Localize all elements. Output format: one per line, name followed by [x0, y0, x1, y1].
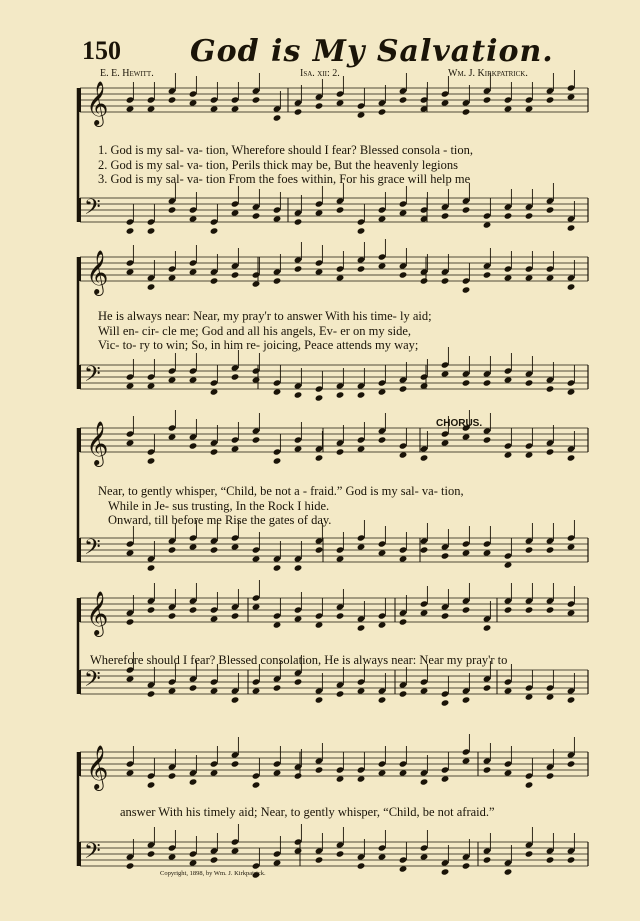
- lyric-line: 1. God is my sal- va- tion, Wherefore should I fear? Blessed consola - tion,: [98, 143, 474, 157]
- note-head: [525, 781, 534, 788]
- note-head: [462, 606, 471, 613]
- note-head: [483, 624, 492, 631]
- clef-symbol: 𝄢: [84, 839, 101, 869]
- note-head: [315, 209, 324, 216]
- note-head: [210, 615, 219, 622]
- note-head: [210, 105, 219, 112]
- note-head: [483, 856, 492, 863]
- note-head: [231, 271, 240, 278]
- note-head: [462, 433, 471, 440]
- note-head: [126, 862, 135, 869]
- note-head: [420, 853, 429, 860]
- clef-symbol: 𝄞: [86, 250, 109, 294]
- note-head: [378, 388, 387, 395]
- note-head: [378, 108, 387, 115]
- lyric-line: Wherefore should I fear? Blessed consolation, He is always near: Near my pray'r to: [90, 653, 508, 667]
- note-head: [399, 769, 408, 776]
- note-head: [126, 769, 135, 776]
- note-head: [399, 451, 408, 458]
- note-head: [546, 856, 555, 863]
- note-head: [126, 105, 135, 112]
- note-head: [336, 391, 345, 398]
- note-head: [504, 212, 513, 219]
- note-head: [126, 618, 135, 625]
- note-head: [441, 775, 450, 782]
- note-head: [462, 549, 471, 556]
- note-head: [462, 862, 471, 869]
- note-head: [147, 382, 156, 389]
- note-head: [315, 546, 324, 553]
- note-head: [168, 853, 177, 860]
- note-head: [420, 687, 429, 694]
- note-head: [420, 382, 429, 389]
- note-head: [231, 543, 240, 550]
- note-head: [336, 206, 345, 213]
- clef-symbol: 𝄢: [84, 535, 101, 565]
- note-head: [567, 388, 576, 395]
- clef-symbol: 𝄞: [86, 81, 109, 125]
- note-head: [378, 696, 387, 703]
- note-head: [567, 760, 576, 767]
- note-head: [147, 457, 156, 464]
- note-head: [189, 268, 198, 275]
- note-head: [420, 546, 429, 553]
- note-head: [525, 451, 534, 458]
- composer-credit: Wm. J. Kirkpatrick.: [448, 68, 528, 79]
- note-head: [315, 696, 324, 703]
- note-head: [315, 394, 324, 401]
- note-head: [504, 606, 513, 613]
- note-head: [378, 549, 387, 556]
- note-head: [210, 687, 219, 694]
- note-head: [483, 549, 492, 556]
- note-head: [252, 436, 261, 443]
- note-head: [567, 609, 576, 616]
- note-head: [231, 612, 240, 619]
- note-head: [420, 609, 429, 616]
- note-head: [357, 445, 366, 452]
- note-head: [504, 769, 513, 776]
- note-head: [546, 546, 555, 553]
- note-head: [294, 265, 303, 272]
- note-head: [357, 687, 366, 694]
- note-head: [399, 96, 408, 103]
- note-head: [504, 274, 513, 281]
- note-head: [273, 684, 282, 691]
- note-head: [252, 603, 261, 610]
- note-head: [399, 618, 408, 625]
- clef-symbol: 𝄞: [86, 421, 109, 465]
- note-head: [441, 439, 450, 446]
- note-head: [189, 376, 198, 383]
- note-head: [399, 385, 408, 392]
- note-head: [126, 227, 135, 234]
- note-head: [294, 108, 303, 115]
- note-head: [399, 271, 408, 278]
- note-head: [378, 262, 387, 269]
- note-head: [147, 781, 156, 788]
- note-head: [126, 382, 135, 389]
- note-head: [462, 108, 471, 115]
- note-head: [126, 268, 135, 275]
- note-head: [252, 781, 261, 788]
- note-head: [441, 699, 450, 706]
- note-head: [546, 385, 555, 392]
- note-head: [273, 457, 282, 464]
- note-head: [546, 448, 555, 455]
- note-head: [357, 111, 366, 118]
- note-head: [252, 376, 261, 383]
- note-head: [504, 868, 513, 875]
- note-head: [483, 766, 492, 773]
- note-head: [168, 206, 177, 213]
- hymn-title: God is My Salvation.: [190, 34, 554, 69]
- note-head: [147, 606, 156, 613]
- lyricist-credit: E. E. Hewitt.: [100, 68, 154, 79]
- note-head: [546, 606, 555, 613]
- note-head: [567, 93, 576, 100]
- clef-symbol: 𝄞: [86, 591, 109, 635]
- note-head: [252, 555, 261, 562]
- note-head: [189, 442, 198, 449]
- note-head: [252, 212, 261, 219]
- chorus-label: CHORUS.: [436, 418, 483, 429]
- note-head: [420, 454, 429, 461]
- note-head: [462, 286, 471, 293]
- note-head: [441, 552, 450, 559]
- note-head: [378, 769, 387, 776]
- note-head: [231, 760, 240, 767]
- note-head: [546, 693, 555, 700]
- note-head: [441, 370, 450, 377]
- note-head: [441, 612, 450, 619]
- note-head: [231, 696, 240, 703]
- note-head: [567, 543, 576, 550]
- note-head: [399, 865, 408, 872]
- note-head: [525, 546, 534, 553]
- note-head: [189, 684, 198, 691]
- note-head: [378, 436, 387, 443]
- note-head: [147, 283, 156, 290]
- note-head: [210, 227, 219, 234]
- note-head: [168, 612, 177, 619]
- note-head: [336, 555, 345, 562]
- note-head: [357, 391, 366, 398]
- note-head: [315, 766, 324, 773]
- note-head: [273, 114, 282, 121]
- note-head: [567, 454, 576, 461]
- note-head: [189, 606, 198, 613]
- note-head: [147, 227, 156, 234]
- note-head: [231, 445, 240, 452]
- lyric-line: Vic- to- ry to win; So, in him re- joicing, Peace attends my way;: [98, 338, 419, 352]
- note-head: [441, 277, 450, 284]
- note-head: [273, 859, 282, 866]
- note-head: [147, 690, 156, 697]
- note-head: [126, 675, 135, 682]
- note-head: [567, 224, 576, 231]
- note-head: [294, 445, 303, 452]
- note-head: [210, 277, 219, 284]
- note-head: [420, 778, 429, 785]
- lyric-line: He is always near: Near, my pray'r to answer With his time- ly aid;: [98, 309, 432, 323]
- note-head: [273, 564, 282, 571]
- note-head: [189, 543, 198, 550]
- note-head: [294, 678, 303, 685]
- note-head: [189, 778, 198, 785]
- note-head: [357, 265, 366, 272]
- note-head: [357, 227, 366, 234]
- lyric-line: 3. God is my sal- va- tion From the foes within, For his grace will help me: [98, 172, 471, 186]
- note-head: [525, 693, 534, 700]
- note-head: [336, 274, 345, 281]
- note-head: [231, 373, 240, 380]
- lyric-line: Near, to gently whisper, “Child, be not a - fraid.” God is my sal- va- tion,: [98, 484, 464, 498]
- note-head: [504, 687, 513, 694]
- note-head: [147, 105, 156, 112]
- note-head: [483, 379, 492, 386]
- note-head: [483, 684, 492, 691]
- note-head: [294, 847, 303, 854]
- note-head: [504, 376, 513, 383]
- note-head: [462, 696, 471, 703]
- note-head: [378, 853, 387, 860]
- note-head: [210, 546, 219, 553]
- note-head: [336, 850, 345, 857]
- note-head: [504, 105, 513, 112]
- note-head: [315, 856, 324, 863]
- note-head: [483, 96, 492, 103]
- note-head: [273, 388, 282, 395]
- note-head: [525, 850, 534, 857]
- lyric-line: answer With his timely aid; Near, to gently whisper, “Child, be not afraid.”: [120, 805, 495, 819]
- note-head: [168, 546, 177, 553]
- note-head: [483, 271, 492, 278]
- note-head: [273, 215, 282, 222]
- note-head: [336, 775, 345, 782]
- note-head: [441, 99, 450, 106]
- note-head: [336, 99, 345, 106]
- lyric-line: Will en- cir- cle me; God and all his angels, Ev- er on my side,: [98, 324, 412, 338]
- note-head: [462, 757, 471, 764]
- note-head: [126, 549, 135, 556]
- note-head: [525, 379, 534, 386]
- note-head: [294, 615, 303, 622]
- page-number: 150: [82, 36, 121, 65]
- note-head: [294, 772, 303, 779]
- note-head: [147, 850, 156, 857]
- note-head: [357, 862, 366, 869]
- note-head: [294, 564, 303, 571]
- note-head: [315, 268, 324, 275]
- note-head: [168, 772, 177, 779]
- note-head: [273, 621, 282, 628]
- note-head: [168, 433, 177, 440]
- note-head: [315, 454, 324, 461]
- note-head: [357, 543, 366, 550]
- note-head: [231, 105, 240, 112]
- note-head: [210, 448, 219, 455]
- note-head: [546, 96, 555, 103]
- note-head: [294, 391, 303, 398]
- note-head: [399, 690, 408, 697]
- note-head: [504, 451, 513, 458]
- note-head: [210, 388, 219, 395]
- note-head: [147, 564, 156, 571]
- note-head: [336, 612, 345, 619]
- note-head: [231, 847, 240, 854]
- note-head: [252, 96, 261, 103]
- note-head: [525, 105, 534, 112]
- note-head: [504, 561, 513, 568]
- note-head: [525, 212, 534, 219]
- note-head: [462, 379, 471, 386]
- note-head: [525, 606, 534, 613]
- note-head: [483, 221, 492, 228]
- scripture-reference: Isa. xii: 2.: [300, 68, 340, 79]
- note-head: [483, 436, 492, 443]
- clef-symbol: 𝄞: [86, 745, 109, 789]
- note-head: [546, 206, 555, 213]
- note-head: [546, 772, 555, 779]
- note-head: [567, 856, 576, 863]
- note-head: [126, 439, 135, 446]
- note-head: [168, 96, 177, 103]
- note-head: [462, 206, 471, 213]
- note-head: [378, 621, 387, 628]
- note-head: [378, 215, 387, 222]
- note-head: [210, 769, 219, 776]
- lyric-line: 2. God is my sal- va- tion, Perils thick may be, But the heavenly legions: [98, 158, 459, 172]
- note-head: [441, 212, 450, 219]
- note-head: [189, 859, 198, 866]
- note-head: [336, 448, 345, 455]
- note-head: [189, 215, 198, 222]
- clef-symbol: 𝄢: [84, 195, 101, 225]
- clef-symbol: 𝄢: [84, 362, 101, 392]
- note-head: [567, 696, 576, 703]
- note-head: [252, 280, 261, 287]
- lyric-line: Onward, till before me Rise the gates of day.: [108, 513, 332, 527]
- note-head: [231, 209, 240, 216]
- note-head: [273, 277, 282, 284]
- note-head: [420, 277, 429, 284]
- copyright-notice: Copyright, 1898, by Wm. J. Kirkpatrick.: [160, 870, 266, 877]
- note-head: [399, 209, 408, 216]
- note-head: [441, 868, 450, 875]
- note-head: [210, 856, 219, 863]
- note-head: [252, 687, 261, 694]
- note-head: [525, 274, 534, 281]
- note-head: [567, 283, 576, 290]
- note-head: [168, 274, 177, 281]
- note-head: [336, 690, 345, 697]
- note-head: [546, 274, 555, 281]
- note-head: [315, 621, 324, 628]
- note-head: [168, 687, 177, 694]
- note-head: [357, 624, 366, 631]
- note-head: [294, 218, 303, 225]
- note-head: [273, 769, 282, 776]
- note-head: [168, 376, 177, 383]
- note-head: [399, 555, 408, 562]
- note-head: [189, 99, 198, 106]
- clef-symbol: 𝄢: [84, 667, 101, 697]
- lyric-line: While in Je- sus trusting, In the Rock I hide.: [108, 499, 330, 513]
- note-head: [315, 102, 324, 109]
- note-head: [357, 775, 366, 782]
